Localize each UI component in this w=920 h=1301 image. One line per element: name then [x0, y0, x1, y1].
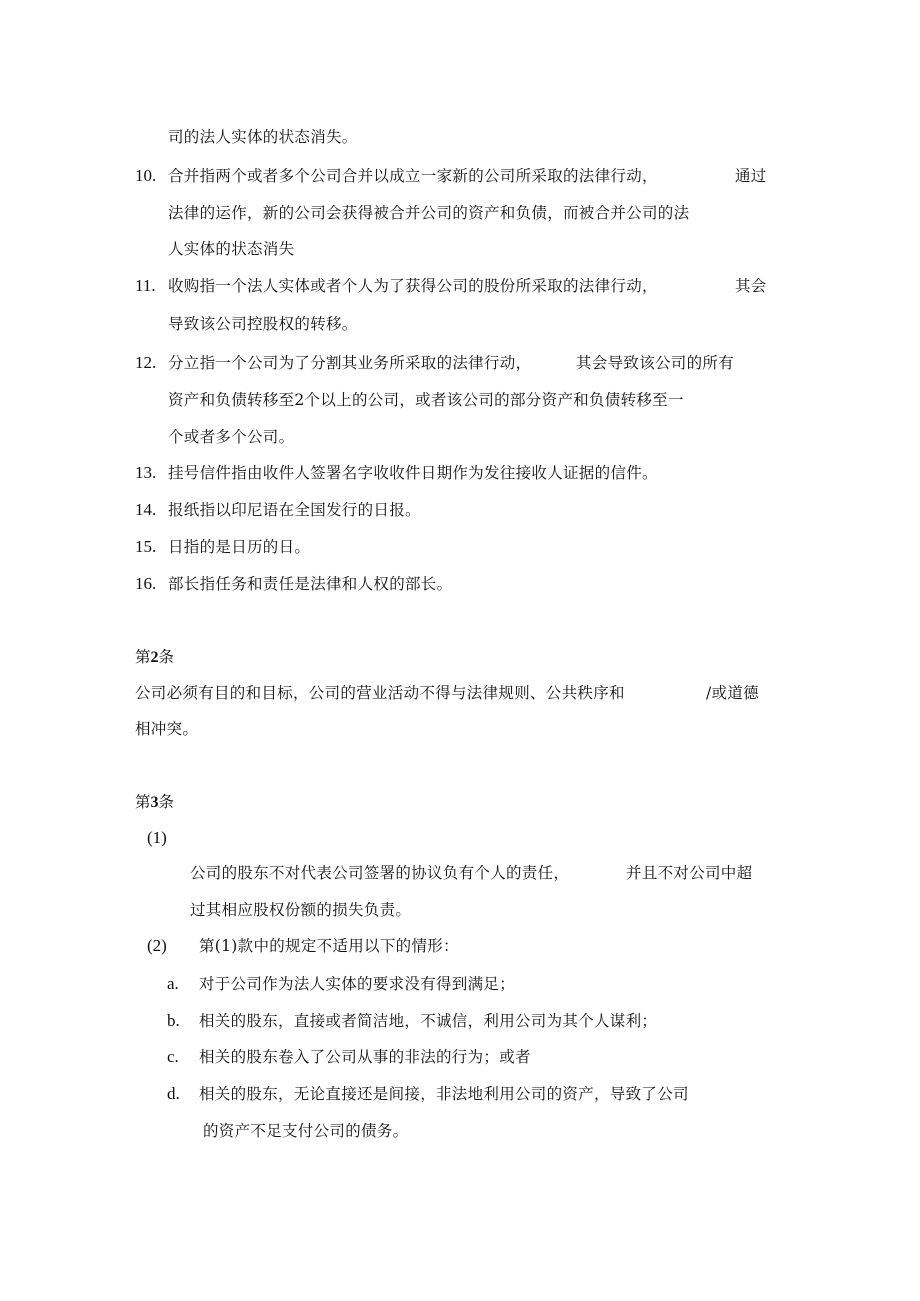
- list-letter: c.: [167, 1047, 179, 1066]
- list-letter: b.: [167, 1011, 180, 1030]
- item-number: 14.: [135, 500, 157, 519]
- article-number: 2: [150, 649, 159, 666]
- list-item-line: 相关的股东，无论直接还是间接，非法地利用公司的资产，导致了公司: [199, 1085, 689, 1103]
- item-line: 导致该公司控股权的转移。: [168, 315, 358, 333]
- article-2-line-tail: /或道德: [706, 684, 759, 702]
- article-2-line: 公司必须有目的和目标，公司的营业活动不得与法律规则、公共秩序和: [135, 684, 625, 702]
- item-number: 16.: [135, 574, 157, 593]
- article-suffix: 条: [158, 648, 175, 666]
- list-item-line: 对于公司作为法人实体的要求没有得到满足；: [199, 975, 516, 993]
- article-2-heading: [135, 646, 174, 669]
- paragraph-line-tail: 并且不对公司中超: [626, 864, 753, 882]
- list-item-line: 相关的股东卷入了公司从事的非法的行为；或者: [199, 1048, 531, 1066]
- item-line-tail: 其会导致该公司的所有: [576, 354, 735, 372]
- article-prefix: 第: [135, 648, 151, 666]
- paragraph-marker: (2): [147, 936, 167, 955]
- item-line: 日指的是日历的日。: [168, 538, 311, 556]
- item-line: 部长指任务和责任是法律和人权的部长。: [168, 575, 453, 593]
- item-number: 13.: [135, 463, 157, 482]
- article-number: 3: [150, 794, 159, 811]
- item-line: 报纸指以印尼语在全国发行的日报。: [168, 501, 421, 519]
- item-line-tail: 其会: [735, 277, 767, 295]
- item-line: 资产和负债转移至2个以上的公司，或者该公司的部分资产和负债转移至一: [168, 391, 684, 409]
- article-2-line: 相冲突。: [135, 720, 199, 738]
- paragraph-line: 第(1)款中的规定不适用以下的情形：: [199, 937, 459, 955]
- article-suffix: 条: [158, 793, 175, 811]
- item-line: 法律的运作，新的公司会获得被合并公司的资产和负债，而被合并公司的法: [168, 204, 690, 222]
- item-line: 合并指两个或者多个公司合并以成立一家新的公司所采取的法律行动，: [168, 167, 658, 185]
- paragraph-marker: (1): [147, 828, 167, 847]
- item-number: 11.: [135, 276, 156, 295]
- item-line: 人实体的状态消失: [168, 240, 295, 258]
- list-letter: a.: [167, 974, 179, 993]
- item-line: 收购指一个法人实体或者个人为了获得公司的股份所采取的法律行动，: [168, 277, 658, 295]
- item-line: 分立指一个公司为了分割其业务所采取的法律行动，: [168, 354, 532, 372]
- list-item-line: 的资产不足支付公司的债务。: [203, 1122, 409, 1140]
- list-letter: d.: [167, 1084, 180, 1103]
- list-item-line: 相关的股东，直接或者简洁地，不诚信，利用公司为其个人谋利；: [199, 1012, 658, 1030]
- item-line: 个或者多个公司。: [168, 428, 295, 446]
- paragraph-line: 过其相应股权份额的损失负责。: [190, 901, 412, 919]
- article-prefix: 第: [135, 793, 151, 811]
- item-line: 挂号信件指由收件人签署名字收收件日期作为发往接收人证据的信件。: [168, 464, 658, 482]
- item-number: 10.: [135, 166, 157, 185]
- continuation-text: 司的法人实体的状态消失。: [168, 128, 358, 146]
- item-number: 15.: [135, 537, 157, 556]
- item-line-tail: 通过: [735, 167, 767, 185]
- item-number: 12.: [135, 353, 157, 372]
- paragraph-line: 公司的股东不对代表公司签署的协议负有个人的责任，: [190, 864, 570, 882]
- article-3-heading: [135, 791, 174, 814]
